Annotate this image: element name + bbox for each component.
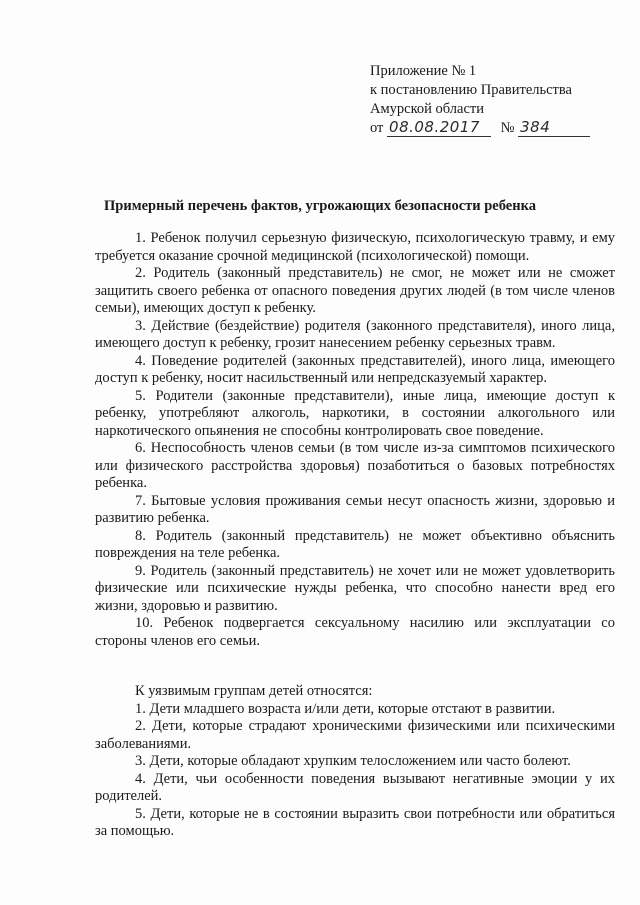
vulnerable-groups-section: [95, 683, 615, 841]
handwritten-number: 384: [520, 118, 551, 136]
attachment-region: Амурской области: [370, 101, 484, 117]
attachment-resolution: к постановлению Правительства: [370, 82, 572, 98]
date-prefix: от: [370, 120, 384, 136]
date-field: [387, 119, 491, 137]
attachment-block: [370, 62, 610, 138]
group-item: 4. Дети, чьи особенности поведения вызывают негативные эмоции у их родителей.: [95, 770, 615, 804]
attachment-number: Приложение № 1: [370, 63, 477, 79]
group-item: 3. Дети, которые обладают хрупким телосложением или часто болеют.: [135, 753, 571, 769]
fact-item: 4. Поведение родителей (законных представителей), иного лица, имеющего доступ к ребенку, носит насильственный или непредсказуемый характер.: [95, 352, 615, 386]
fact-item: 2. Родитель (законный представитель) не смог, не может или не сможет защитить своего ребенка от опасного поведения других людей (в том числе членов семьи), имеющих доступ к ребенку.: [95, 265, 615, 316]
number-prefix: №: [500, 120, 515, 136]
fact-item: 10. Ребенок подвергается сексуальному насилию или эксплуатации со стороны членов его семьи.: [95, 615, 615, 649]
group-item: 5. Дети, которые не в состоянии выразить свои потребности или обратиться за помощью.: [95, 805, 615, 839]
handwritten-date: 08.08.2017: [389, 118, 480, 136]
fact-item: 5. Родители (законные представители), иные лица, имеющие доступ к ребенку, употребляют алкоголь, наркотики, в состоянии алкогольного или наркотического опьянения не способны контролировать свое поведение.: [95, 387, 615, 439]
fact-item: 8. Родитель (законный представитель) не может объективно объяснить повреждения на теле ребенка.: [95, 527, 615, 561]
fact-item: 3. Действие (бездействие) родителя (законного представителя), иного лица, имеющего доступ к ребенку, грозит нанесением ребенку серьезных травм.: [95, 317, 615, 351]
fact-item: 1. Ребенок получил серьезную физическую, психологическую травму, и ему требуется оказание срочной медицинской (психологической) помощи.: [95, 230, 615, 264]
facts-list: [95, 230, 615, 650]
groups-intro: К уязвимым группам детей относятся:: [135, 683, 373, 699]
attachment-date-row: [370, 119, 610, 138]
fact-item: 6. Неспособность членов семьи (в том числе из-за симптомов психического или физического расстройства здоровья) позаботиться о базовых потребностях ребенка.: [95, 440, 615, 491]
fact-item: 9. Родитель (законный представитель) не хочет или не может удовлетворить физические или психические нужды ребенка, что способно нанести вред его жизни, здоровью и развитию.: [95, 562, 615, 614]
number-field: [518, 119, 590, 137]
group-item: 1. Дети младшего возраста и/или дети, которые отстают в развитии.: [135, 700, 556, 717]
fact-item: 7. Бытовые условия проживания семьи несут опасность жизни, здоровью и развитию ребенка.: [95, 492, 615, 526]
document-title: Примерный перечень фактов, угрожающих безопасности ребенка: [104, 198, 536, 214]
group-item: 2. Дети, которые страдают хроническими физическими или психическими заболеваниями.: [95, 718, 615, 752]
